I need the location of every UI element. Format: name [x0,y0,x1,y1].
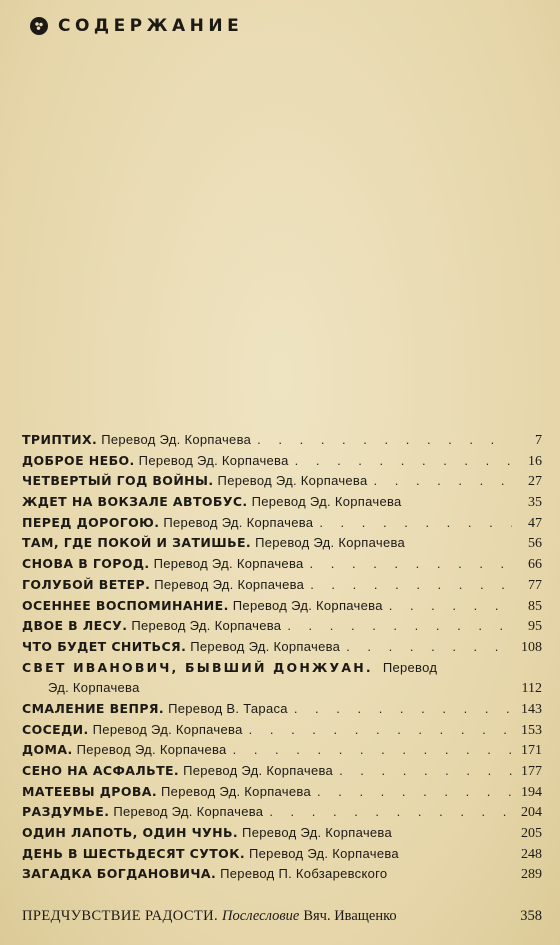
dot-leader [294,701,512,716]
toc-entry [22,494,542,515]
entry-page-number: 85 [528,598,542,614]
afterword-page-number: 358 [520,908,542,924]
toc-entry [22,866,542,887]
toc-entry [22,825,542,846]
dot-leader [269,804,512,819]
entry-title: ЖДЕТ НА ВОКЗАЛЕ АВТОБУС. [22,494,248,510]
toc-entry [22,618,542,639]
dot-leader [317,784,512,799]
entry-translator: Перевод В. Тараса [168,700,288,716]
entry-page-number: 143 [521,701,542,717]
toc-entry [22,535,542,556]
entry-translator: Перевод Эд. Корпачева [101,432,252,447]
entry-translator: Перевод Эд. Корпачева [138,452,289,468]
entry-title: ГОЛУБОЙ ВЕТЕР. [22,576,151,592]
afterword-entry [22,908,542,925]
contents-title: СОДЕРЖАНИЕ [58,16,244,36]
entry-page-number: 248 [521,846,542,862]
entry-title: СНОВА В ГОРОД. [22,556,150,572]
entry-translator: Перевод Эд. Корпачева [190,638,341,654]
entry-translator: Перевод Эд. Корпачева [251,494,402,510]
entry-translator: Перевод Эд. Корпачева [113,804,264,820]
entry-translator: Перевод Эд. Корпачева [131,618,282,634]
toc-entry [22,784,542,805]
entry-translator: Перевод Эд. Корпачева [217,473,368,489]
ornament-circle-icon [30,17,48,35]
afterword-title: ПРЕДЧУВСТВИЕ РАДОСТИ. [22,908,219,924]
entry-title: ТАМ, ГДЕ ПОКОЙ И ЗАТИШЬЕ. [22,535,252,551]
toc-entry [22,722,542,743]
entry-title: ДЕНЬ В ШЕСТЬДЕСЯТ СУТОК. [22,845,245,861]
toc-entry [22,453,542,474]
entry-page-number: 95 [528,619,542,635]
table-of-contents [22,432,542,887]
toc-entry [22,846,542,867]
entry-translator: Перевод Эд. Корпачева [76,742,227,758]
entry-page-number: 16 [528,453,542,469]
entry-translator: Перевод Эд. Корпачева [255,535,406,551]
entry-translator: Перевод Эд. Корпачева [161,783,311,799]
toc-entry [22,432,542,453]
dot-leader [310,577,512,592]
toc-entry [22,639,542,660]
entry-title: СЕНО НА АСФАЛЬТЕ. [22,763,180,778]
entry-page-number: 56 [528,536,542,552]
entry-title: ДВОЕ В ЛЕСУ. [22,618,128,634]
entry-page-number: 112 [521,681,542,697]
entry-title: СВЕТ ИВАНОВИЧ, БЫВШИЙ ДОНЖУАН. [22,659,373,675]
entry-title: ЧЕТВЕРТЫЙ ГОД ВОЙНЫ. [22,473,214,489]
entry-translator: Перевод Эд. Корпачева [242,825,393,841]
toc-entry [22,598,542,619]
entry-page-number: 204 [521,805,542,821]
entry-translator: Перевод Эд. Корпачева [248,845,399,861]
entry-page-number: 194 [521,784,542,800]
entry-translator: Перевод Эд. Корпачева [232,597,383,613]
dot-leader [295,453,512,468]
entry-title: ЗАГАДКА БОГДАНОВИЧА. [22,866,217,882]
dot-leader [257,432,512,447]
toc-entry-continuation [22,680,542,701]
toc-entry [22,701,542,722]
dot-leader [319,515,512,530]
entry-page-number: 27 [528,474,542,490]
toc-entry [22,742,542,763]
entry-page-number: 7 [535,433,542,448]
toc-entry [22,577,542,598]
entry-title: СМАЛЕНИЕ ВЕПРЯ. [22,700,165,716]
entry-translator: Перевод Эд. Корпачева [153,556,304,572]
entry-translator: Перевод Эд. Корпачева [163,514,314,530]
entry-title: МАТЕЕВЫ ДРОВА. [22,783,158,799]
entry-title: РАЗДУМЬЕ. [22,804,110,820]
entry-page-number: 205 [521,826,542,842]
toc-entry [22,515,542,536]
entry-page-number: 108 [521,639,542,655]
toc-entry [22,556,542,577]
dot-leader [346,639,512,654]
entry-title: ОСЕННЕЕ ВОСПОМИНАНИЕ. [22,597,229,613]
entry-title: ДОБРОЕ НЕБО. [22,452,135,468]
dot-leader [233,742,512,757]
entry-page-number: 35 [528,495,542,511]
toc-entry [22,763,542,784]
entry-title: ПЕРЕД ДОРОГОЮ. [22,514,160,530]
toc-entry [22,473,542,494]
entry-title: СОСЕДИ. [22,721,89,737]
afterword-author: Вяч. Иващенко [303,908,397,924]
entry-title: ЧТО БУДЕТ СНИТЬСЯ. [22,638,187,654]
dot-leader [287,618,512,633]
entry-title: ДОМА. [22,742,73,758]
entry-translator: Перевод [382,659,438,675]
entry-page-number: 171 [521,743,542,759]
entry-page-number: 77 [528,577,542,593]
dot-leader [339,763,512,778]
dot-leader [374,473,512,488]
contents-heading [30,16,243,36]
entry-translator-continued: Эд. Корпачева [48,680,140,696]
toc-entry [22,660,542,681]
entry-page-number: 289 [521,867,542,883]
entry-page-number: 66 [528,557,542,573]
dot-leader [249,722,512,737]
afterword-note: Послесловие [222,908,300,924]
entry-title: ТРИПТИХ. [22,432,98,447]
entry-translator: Перевод Эд. Корпачева [92,721,243,737]
entry-translator: Перевод Эд. Корпачева [154,576,305,592]
entry-translator: Перевод Эд. Корпачева [183,763,334,778]
dot-leader [389,598,512,613]
toc-entry [22,804,542,825]
entry-page-number: 47 [528,515,542,531]
entry-page-number: 177 [521,764,542,779]
entry-translator: Перевод П. Кобзаревского [220,866,388,882]
dot-leader [310,556,512,571]
entry-title: ОДИН ЛАПОТЬ, ОДИН ЧУНЬ. [22,825,239,841]
entry-page-number: 153 [521,722,542,738]
